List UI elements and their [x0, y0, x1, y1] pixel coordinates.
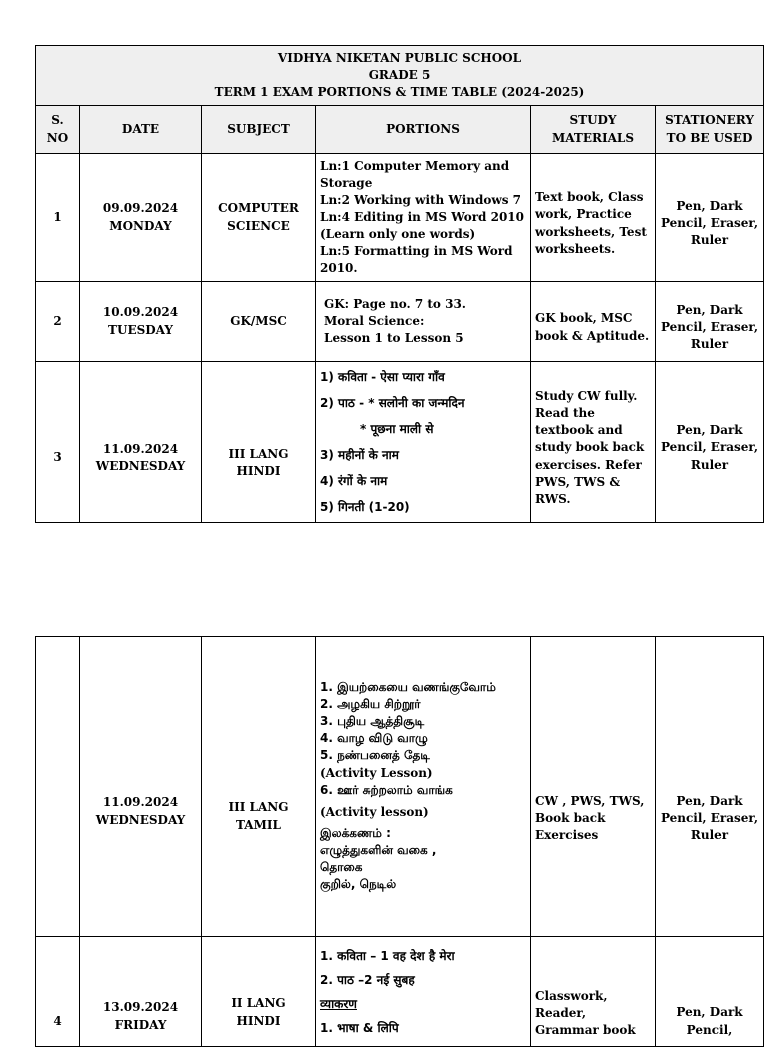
study-materials: Classwork, Reader, Grammar book: [531, 937, 656, 1047]
portions: 1. இயற்கையை வணங்குவோம் 2. அழகிய சிற்றூர் 3. புதிய ஆத்திசூடி 4. வாழ விடு வாழு 5. நண்பனைத் தேடி (Activity Lesson) 6. ஊர் சுற்றலாம் வாங்க (Activity lesson) இலக்கணம் : எழுத்துகளின் வகை , தொகை குறில், நெடில்: [316, 637, 531, 937]
exam-date: 09.09.2024 MONDAY: [80, 154, 202, 282]
col-header-sno: S. NO: [36, 106, 80, 154]
table-row: [36, 362, 764, 523]
col-header-subject: SUBJECT: [202, 106, 316, 154]
serial-number: 2: [36, 282, 80, 362]
col-header-materials: STUDY MATERIALS: [531, 106, 656, 154]
study-materials: Text book, Class work, Practice worksheets, Test worksheets.: [531, 154, 656, 282]
table-row: [36, 154, 764, 282]
subject: GK/MSC: [202, 282, 316, 362]
exam-date: 13.09.2024 FRIDAY: [80, 937, 202, 1047]
subject: COMPUTER SCIENCE: [202, 154, 316, 282]
study-materials: GK book, MSC book & Aptitude.: [531, 282, 656, 362]
subject: III LANG TAMIL: [202, 637, 316, 937]
table-row: [36, 282, 764, 362]
stationery: Pen, Dark Pencil, Eraser, Ruler: [656, 637, 764, 937]
serial-number: 3: [36, 362, 80, 523]
exam-date: 11.09.2024 WEDNESDAY: [80, 362, 202, 523]
serial-number: 4: [36, 937, 80, 1047]
stationery: Pen, Dark Pencil,: [656, 937, 764, 1047]
table-row: [36, 937, 764, 1047]
serial-number: 1: [36, 154, 80, 282]
portions: 1) कविता - ऐसा प्यारा गाँव 2) पाठ - * सलोनी का जन्मदिन * पूछना माली से 3) महीनों के नाम 4) रंगों के नाम 5) गिनती (1-20): [316, 362, 531, 523]
subject: III LANG HINDI: [202, 362, 316, 523]
portions: GK: Page no. 7 to 33. Moral Science: Lesson 1 to Lesson 5: [316, 282, 531, 362]
stationery: Pen, Dark Pencil, Eraser, Ruler: [656, 282, 764, 362]
serial-number: [36, 637, 80, 937]
subject: II LANG HINDI: [202, 937, 316, 1047]
document-title: [36, 46, 764, 106]
term-title: TERM 1 EXAM PORTIONS & TIME TABLE (2024-2025): [214, 85, 585, 100]
col-header-date: DATE: [80, 106, 202, 154]
portions: 1. कविता – 1 वह देश है मेरा 2. पाठ –2 नई सुबह व्याकरण 1. भाषा & लिपि: [316, 937, 531, 1047]
study-materials: Study CW fully. Read the textbook and study book back exercises. Refer PWS, TWS & RWS.: [531, 362, 656, 523]
exam-date: 11.09.2024 WEDNESDAY: [80, 637, 202, 937]
timetable-page-1: [35, 45, 764, 523]
col-header-portions: PORTIONS: [316, 106, 531, 154]
timetable-page-2: [35, 636, 764, 1047]
col-header-stationery: STATIONERY TO BE USED: [656, 106, 764, 154]
school-name: VIDHYA NIKETAN PUBLIC SCHOOL: [277, 50, 522, 65]
portions: Ln:1 Computer Memory and Storage Ln:2 Working with Windows 7 Ln:4 Editing in MS Word 2010 (Learn only one words) Ln:5 Formatting in MS Word 2010.: [316, 154, 531, 282]
grade-label: GRADE 5: [368, 67, 431, 82]
column-header-row: [36, 106, 764, 154]
stationery: Pen, Dark Pencil, Eraser, Ruler: [656, 154, 764, 282]
stationery: Pen, Dark Pencil, Eraser, Ruler: [656, 362, 764, 523]
exam-date: 10.09.2024 TUESDAY: [80, 282, 202, 362]
study-materials: CW , PWS, TWS, Book back Exercises: [531, 637, 656, 937]
table-row: [36, 637, 764, 937]
